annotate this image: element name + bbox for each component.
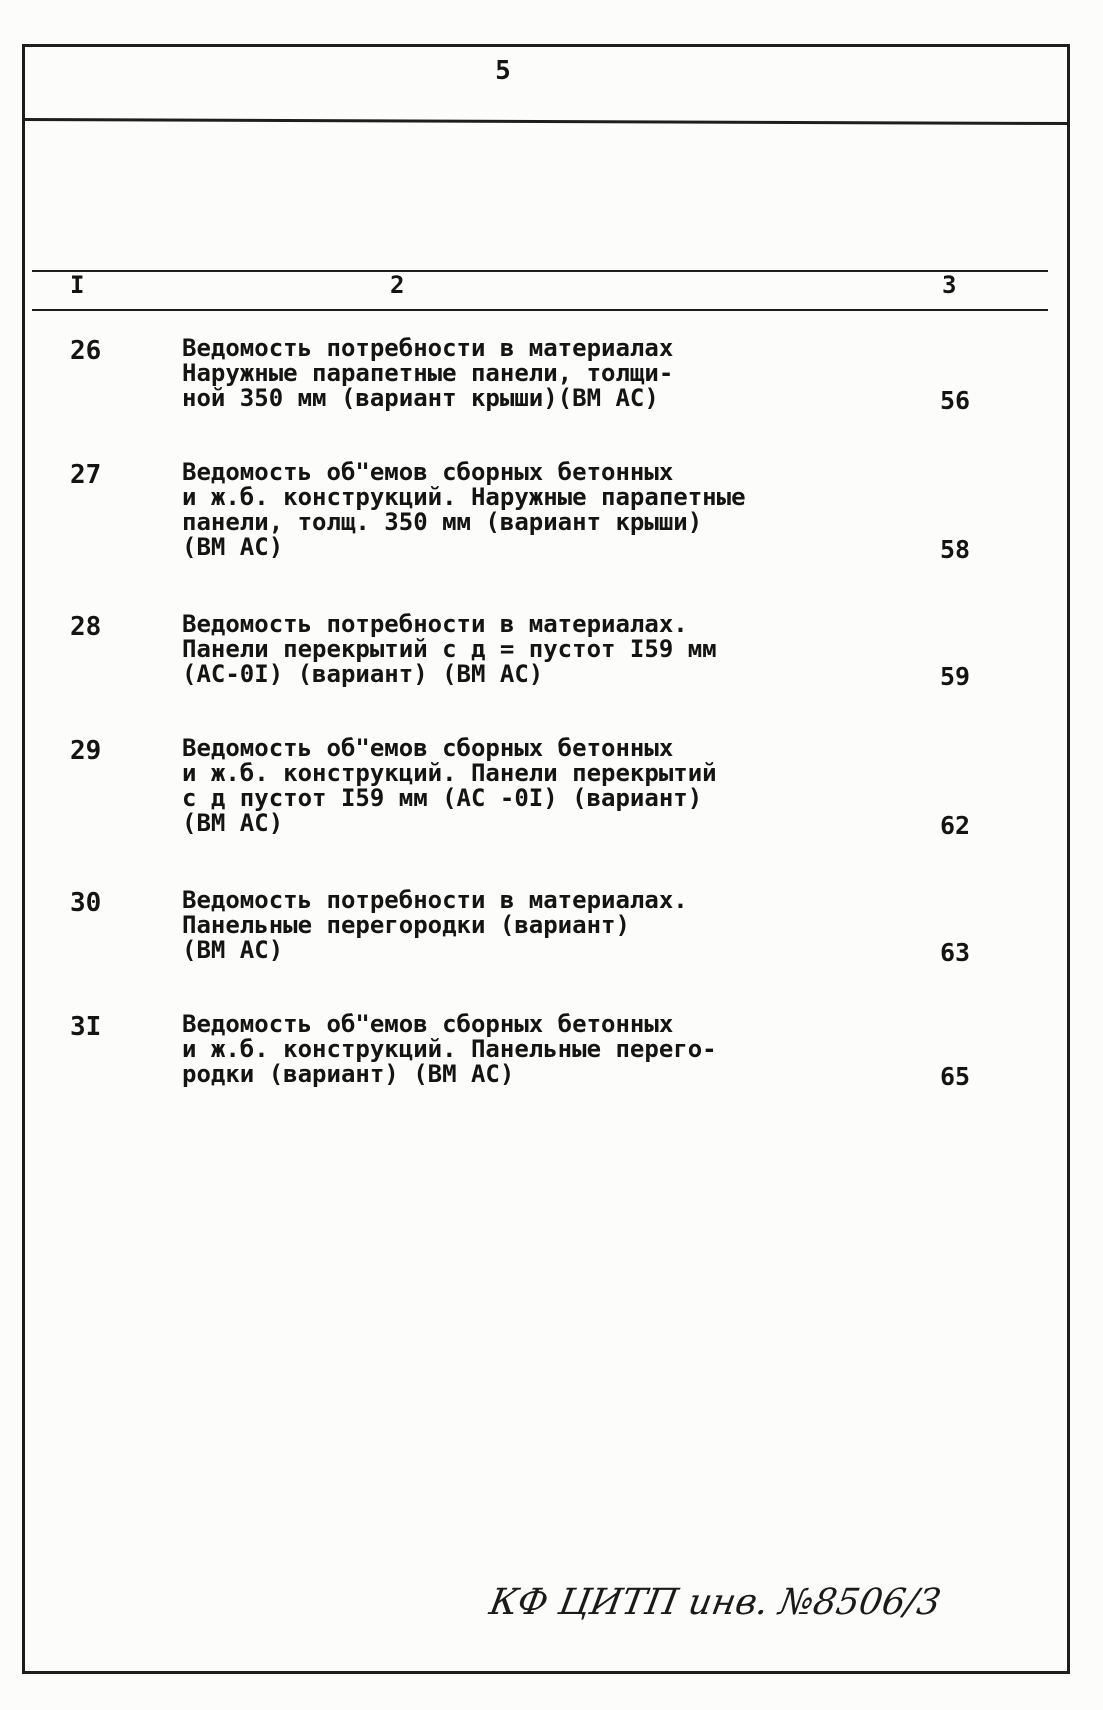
entry-description [182,736,717,836]
entry-description-line: Ведомость об"емов сборных бетонных [182,734,674,762]
entry-description [182,888,688,963]
entry-page: 58 [940,535,971,564]
entry-description-line: (АС-0I) (вариант) (ВМ АС) [182,660,544,688]
entry-description-line: и ж.б. конструкций. Панели перекрытий [182,759,717,787]
entry-description-line: (ВМ АС) [182,533,284,561]
entry-page: 56 [940,386,971,415]
entry-number: 30 [70,888,102,918]
entry-description [182,612,717,687]
entry-description-line: с д пустот I59 мм (АС -0I) (вариант) [182,784,703,812]
entry-description-line: и ж.б. конструкций. Панельные перего- [182,1035,717,1063]
entry-description-line: Панели перекрытий с д = пустот I59 мм [182,635,717,663]
column-header-number: I [70,271,85,299]
entry-number: 28 [70,612,102,642]
entry-description [182,460,746,560]
column-header-description: 2 [390,271,405,299]
entry-description-line: Ведомость потребности в материалах. [182,610,688,638]
page-number: 5 [495,56,511,86]
entry-description-line: панели, толщ. 350 мм (вариант крыши) [182,508,703,536]
entry-description-line: Панельные перегородки (вариант) [182,911,630,939]
entry-description-line: Ведомость об"емов сборных бетонных [182,1010,674,1038]
entry-description-line: Ведомость об"емов сборных бетонных [182,458,674,486]
entry-description-line: (ВМ АС) [182,936,284,964]
entry-page: 62 [940,811,971,840]
entry-page: 59 [940,662,971,691]
entry-description-line: родки (вариант) (ВМ АС) [182,1060,515,1088]
entry-description [182,336,673,411]
entry-number: 26 [70,336,102,366]
entry-description [182,1012,717,1087]
entry-description-line: и ж.б. конструкций. Наружные парапетные [182,483,746,511]
entry-description-line: Ведомость потребности в материалах [182,334,674,362]
page-frame [22,44,1070,1674]
entry-page: 65 [940,1062,971,1091]
entry-number: 3I [70,1012,102,1042]
entry-number: 29 [70,736,102,766]
entry-description-line: Ведомость потребности в материалах. [182,886,688,914]
table-header-bottom-rule [32,309,1048,311]
entry-description-line: ной 350 мм (вариант крыши)(ВМ АС) [182,384,659,412]
entry-page: 63 [940,938,971,967]
entry-number: 27 [70,460,102,490]
handwritten-archive-note: КФ ЦИТП инв. №8506/3 [486,1582,944,1623]
column-header-page: 3 [942,271,957,299]
entry-description-line: (ВМ АС) [182,809,284,837]
entry-description-line: Наружные парапетные панели, толщи- [182,359,674,387]
table-header-top-rule [32,270,1048,272]
